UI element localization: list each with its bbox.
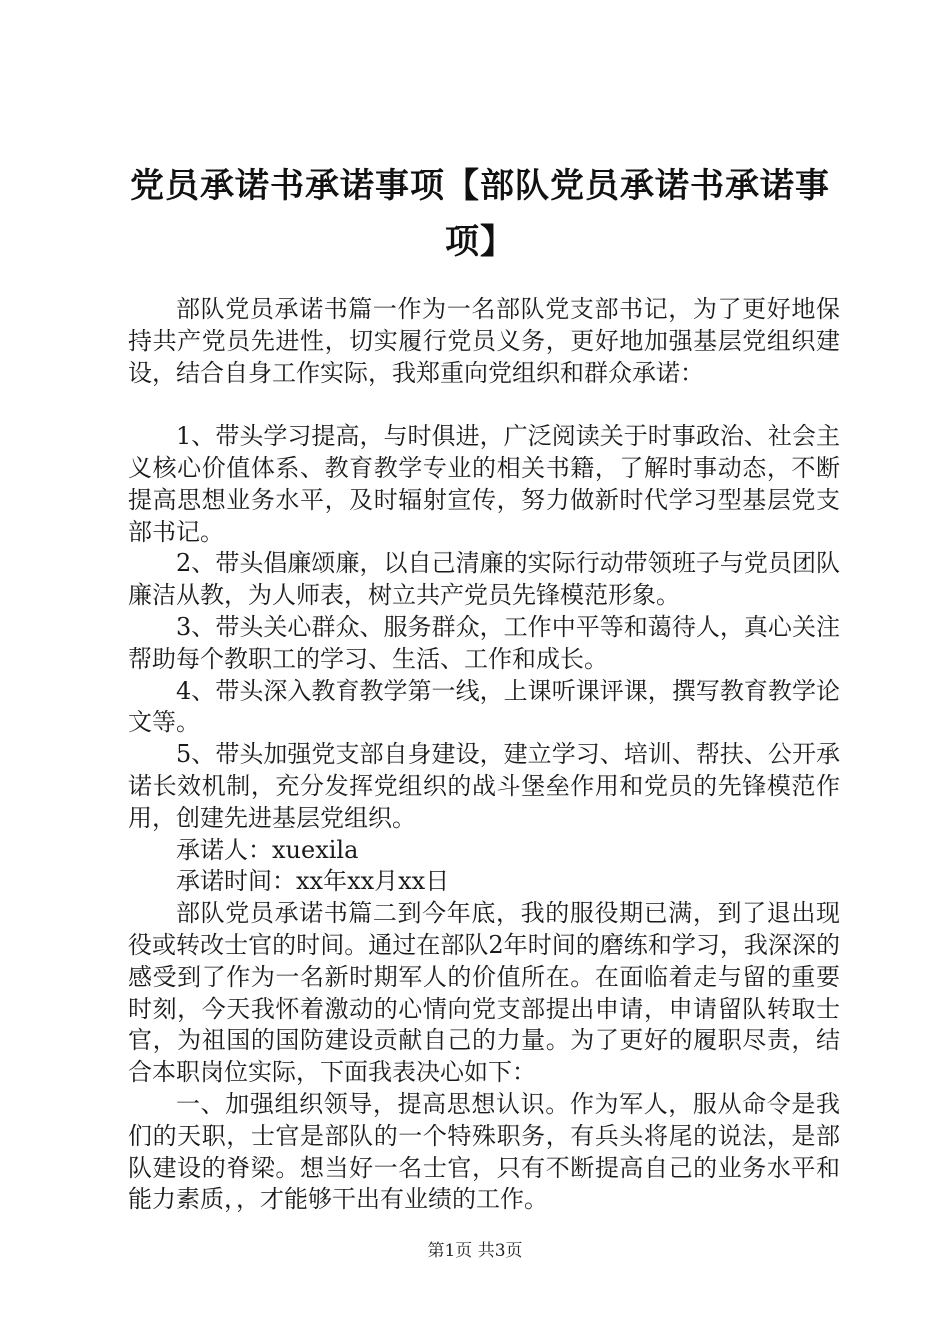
page-number-footer: 第1页 共3页 [427,1241,523,1261]
paragraph-item-5: 5、带头加强党支部自身建设，建立学习、培训、帮扶、公开承诺长效机制，充分发挥党组织的战斗堡垒作用和党员的先锋模范作用，创建先进基层党组织。 [128,740,840,832]
document-body [128,294,840,1216]
paragraph-section-one: 一、加强组织领导，提高思想认识。作为军人，服从命令是我们的天职，士官是部队的一个特殊职务，有兵头将尾的说法，是部队建设的脊梁。想当好一名士官，只有不断提高自己的业务水平和能力素质，，才能够干出有业绩的工作。 [128,1089,840,1214]
paragraph-item-3: 3、带头关心群众、服务群众，工作中平等和蔼待人，真心关注帮助每个教职工的学习、生活、工作和成长。 [128,612,840,673]
paragraph-part-two: 部队党员承诺书篇二到今年底，我的服役期已满，到了退出现役或转改士官的时间。通过在部队2年时间的磨练和学习，我深深的感受到了作为一名新时期军人的价值所在。在面临着走与留的重要时刻，今天我怀着激动的心情向党支部提出申请，申请留队转取士官，为祖国的国防建设贡献自己的力量。为了更好的履职尽责，结合本职岗位实际，下面我表决心如下： [128,899,840,1087]
document-title: 党员承诺书承诺事项【部队党员承诺书承诺事项】 [130,166,830,262]
paragraph-intro: 部队党员承诺书篇一作为一名部队党支部书记，为了更好地保持共产党员先进性，切实履行党员义务，更好地加强基层党组织建设，结合自身工作实际，我郑重向党组织和群众承诺： [128,295,840,387]
date-line: 承诺时间：xx年xx月xx日 [176,867,450,896]
paragraph-item-4: 4、带头深入教育教学第一线，上课听课评课，撰写教育教学论文等。 [128,676,840,737]
signer-line: 承诺人：xuexila [176,835,359,864]
paragraph-item-2: 2、带头倡廉颂廉，以自己清廉的实际行动带领班子与党员团队廉洁从教，为人师表，树立共产党员先锋模范形象。 [128,549,840,610]
paragraph-item-1: 1、带头学习提高，与时俱进，广泛阅读关于时事政治、社会主义核心价值体系、教育教学专业的相关书籍，了解时事动态，不断提高思想业务水平，及时辐射宣传，努力做新时代学习型基层党支部书记。 [128,422,840,546]
